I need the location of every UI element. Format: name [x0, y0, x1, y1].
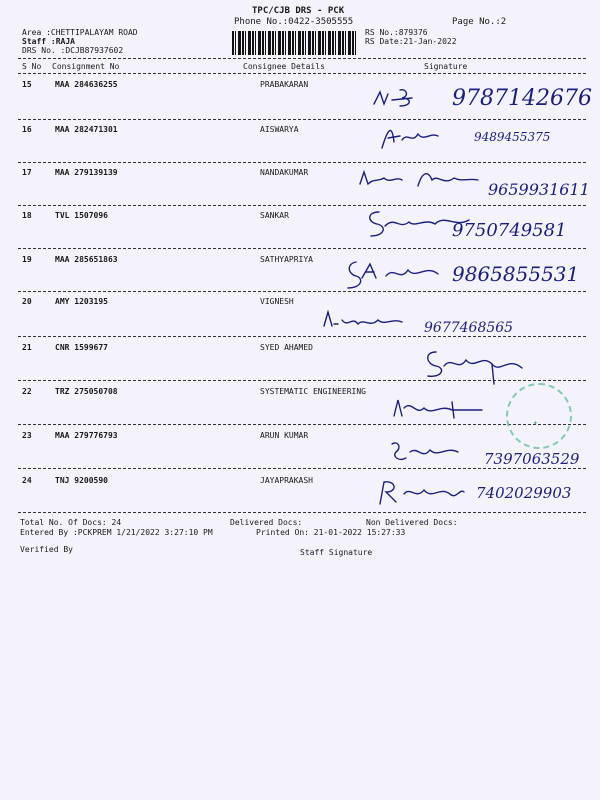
- row-consignee: SYSTEMATIC ENGINEERING: [260, 387, 366, 396]
- rs-number: RS No.:879376: [365, 28, 428, 37]
- page-number: Page No.:2: [452, 17, 507, 27]
- col-signature: Signature: [424, 62, 468, 71]
- handwritten-signature: [344, 258, 444, 292]
- row-sno: 16: [22, 125, 32, 134]
- phone-number: Phone No.:0422-3505555: [234, 17, 354, 27]
- handwritten-signature: [372, 86, 442, 112]
- staff-signature: Staff Signature: [300, 548, 373, 557]
- divider: [18, 468, 586, 469]
- entered-by: Entered By :PCKPREM 1/21/2022 3:27:10 PM: [20, 528, 213, 537]
- row-consignment: TVL 1507096: [55, 211, 108, 220]
- row-consignee: ARUN KUMAR: [260, 431, 309, 440]
- total-docs: Total No. Of Docs: 24: [20, 518, 122, 527]
- row-consignment: TRZ 275050708: [55, 387, 118, 396]
- handwritten-phone: 9750749581: [452, 220, 567, 241]
- row-consignment: MAA 285651863: [55, 255, 118, 264]
- divider: [18, 248, 586, 249]
- row-sno: 20: [22, 297, 32, 306]
- handwritten-phone: 9787142676: [452, 86, 592, 111]
- row-consignee: VIGNESH: [260, 297, 294, 306]
- divider: [18, 291, 586, 292]
- handwritten-signature: [378, 122, 448, 152]
- row-consignee: SYED AHAMED: [260, 343, 313, 352]
- row-consignment: AMY 1203195: [55, 297, 108, 306]
- handwritten-phone: 7397063529: [484, 450, 580, 468]
- divider: [18, 336, 586, 337]
- row-sno: 22: [22, 387, 32, 396]
- col-consignment: Consignment No: [52, 62, 120, 71]
- handwritten-signature: [376, 478, 468, 508]
- row-sno: 21: [22, 343, 32, 352]
- row-sno: 23: [22, 431, 32, 440]
- handwritten-phone: 9865855531: [452, 262, 580, 286]
- row-consignee: AISWARYA: [260, 125, 299, 134]
- non-delivered-docs: Non Delivered Docs:: [366, 518, 458, 527]
- row-consignment: MAA 282471301: [55, 125, 118, 134]
- row-sno: 15: [22, 80, 32, 89]
- barcode: [232, 31, 357, 55]
- divider: [18, 512, 586, 513]
- row-consignment: CNR 1599677: [55, 343, 108, 352]
- rs-date: RS Date:21-Jan-2022: [365, 37, 457, 46]
- divider: [18, 119, 586, 120]
- drs-number: DRS No. :DCJB87937602: [22, 46, 124, 55]
- verified-by: Verified By: [20, 545, 73, 554]
- row-consignment: MAA 284636255: [55, 80, 118, 89]
- delivery-stamp: [506, 383, 572, 449]
- handwritten-phone: 9677468565: [424, 320, 514, 336]
- row-consignment: MAA 279776793: [55, 431, 118, 440]
- divider: [18, 58, 586, 59]
- col-sno: S No: [22, 62, 42, 71]
- divider: [18, 424, 586, 425]
- row-consignee: PRABAKARAN: [260, 80, 309, 89]
- row-consignment: TNJ 9200590: [55, 476, 108, 485]
- row-consignee: NANDAKUMAR: [260, 168, 309, 177]
- handwritten-signature: [422, 346, 532, 386]
- stamp-mark-icon: ✦: [533, 418, 538, 427]
- staff-label: Staff :RAJA: [22, 37, 75, 46]
- handwritten-phone: 9489455375: [474, 130, 551, 144]
- divider: [18, 73, 586, 74]
- handwritten-phone: 7402029903: [476, 484, 572, 502]
- row-sno: 19: [22, 255, 32, 264]
- row-consignment: MAA 279139139: [55, 168, 118, 177]
- handwritten-signature: [388, 438, 468, 466]
- printed-on: Printed On: 21-01-2022 15:27:33: [256, 528, 406, 537]
- handwritten-phone: 9659931611: [488, 180, 590, 199]
- row-sno: 18: [22, 211, 32, 220]
- row-consignee: SATHYAPRIYA: [260, 255, 313, 264]
- handwritten-signature: [358, 166, 488, 192]
- delivered-docs: Delivered Docs:: [230, 518, 303, 527]
- divider: [18, 205, 586, 206]
- area-label: Area :CHETTIPALAYAM ROAD: [22, 28, 138, 37]
- divider: [18, 162, 586, 163]
- report-title: TPC/CJB DRS - PCK: [252, 6, 345, 16]
- handwritten-signature: [322, 308, 406, 332]
- col-consignee: Consignee Details: [243, 62, 325, 71]
- row-consignee: JAYAPRAKASH: [260, 476, 313, 485]
- row-sno: 17: [22, 168, 32, 177]
- row-sno: 24: [22, 476, 32, 485]
- row-consignee: SANKAR: [260, 211, 289, 220]
- handwritten-signature: [392, 396, 488, 422]
